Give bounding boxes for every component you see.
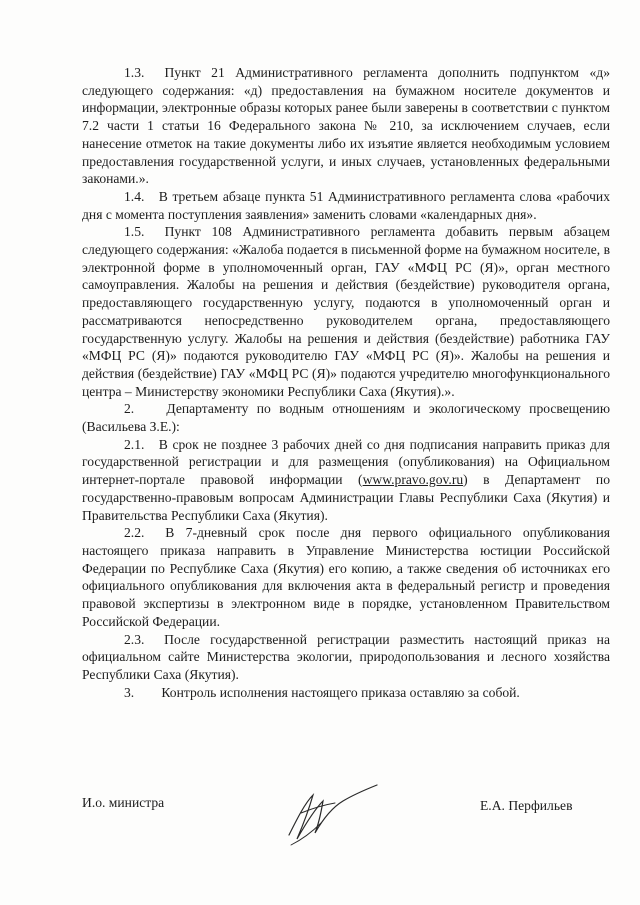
paragraph-text: ) в Департамент по государственно-правовым вопросам Администрации Главы Республики Саха (Якутия) и Правительства Республики Саха (Якутия). bbox=[82, 472, 611, 523]
paragraph-1-5 bbox=[82, 223, 610, 400]
paragraph-number: 1.3. bbox=[124, 65, 145, 80]
paragraph-number: 1.4. bbox=[124, 188, 145, 204]
paragraph-2-3 bbox=[82, 631, 610, 684]
paragraph-2-1 bbox=[82, 436, 610, 525]
paragraph-text: Департаменту по водным отношениям и экологическому просвещению (Васильева З.Е.): bbox=[82, 401, 610, 435]
pravo-gov-link[interactable]: www.pravo.gov.ru bbox=[362, 472, 464, 488]
paragraph-3 bbox=[82, 684, 610, 702]
signatory-name: Е.А. Перфильев bbox=[480, 798, 573, 813]
paragraph-text: Пункт 108 Административного регламента добавить первым абзацем следующего содержания: «Жалоба подается в письменной форме на бумажном носителе, в электронной форме в уполномоченный орган, ГАУ «МФЦ РС (Я)», орган местного самоуправления. Жалобы на решения и действия (бездействие) руководителя органа, предоставляющего государственную услугу, подаются в уполномоченный орган и рассматриваются непосредственно руководителем органа, предоставляющего государственную услугу. Жалобы на решения и действия (бездействие) работника ГАУ «МФЦ РС (Я)» подаются руководителю ГАУ «МФЦ РС (Я)». Жалобы на решения и действия (бездействие) ГАУ «МФЦ РС (Я)» подаются учредителю многофункционального центра – Министерству экономики Республики Саха (Якутия).». bbox=[82, 224, 610, 399]
paragraph-number: 1.5. bbox=[124, 224, 145, 240]
document-body bbox=[82, 64, 610, 701]
paragraph-1-3 bbox=[82, 64, 610, 188]
paragraph-number: 2.2. bbox=[124, 525, 145, 541]
paragraph-1-4 bbox=[82, 188, 610, 223]
paragraph-text: После государственной регистрации разместить настоящий приказ на официальном сайте Министерства экологии, природопользования и лесного хозяйства Республики Саха (Якутия). bbox=[82, 631, 610, 682]
paragraph-number: 3. bbox=[124, 684, 135, 700]
paragraph-text: Контроль исполнения настоящего приказа оставляю за собой. bbox=[161, 684, 520, 700]
paragraph-number: 2.3. bbox=[124, 631, 145, 647]
signatory-position: И.о. министра bbox=[82, 795, 165, 810]
paragraph-text: В третьем абзаце пункта 51 Административного регламента слова «рабочих дня с момента поступления заявления» заменить словами «календарных дня». bbox=[82, 188, 610, 222]
paragraph-text: Пункт 21 Административного регламента дополнить подпунктом «д» следующего содержания: «д) предоставления на бумажном носителе документов и информации, электронные образы которых ранее были заверены в соответствии с пунктом 7.2 части 1 статьи 16 Федерального закона № 210, за исключением случаев, если нанесение отметок на такие документы либо их изъятие является необходимым условием предоставления государственной услуги, и иных случаев, установленных федеральными законами.». bbox=[82, 65, 611, 187]
paragraph-text: В 7-дневный срок после дня первого официального опубликования настоящего приказа направить в Управление Министерства юстиции Российской Федерации по Республике Саха (Якутия) его копию, а также сведения об источниках его официального опубликования для включения акта в федеральный регистр и проведения правовой экспертизы в электронном виде в порядке, установленном Правительством Российской Федерации. bbox=[82, 525, 610, 629]
paragraph-text: В срок не позднее 3 рабочих дней со дня подписания направить приказ для государственной регистрации и для размещения (опубликования) на Официальном интернет-портале правовой информации ( bbox=[82, 436, 610, 488]
paragraph-number: 2. bbox=[124, 401, 135, 417]
paragraph-2-2 bbox=[82, 524, 610, 630]
paragraph-2 bbox=[82, 400, 610, 435]
paragraph-number: 2.1. bbox=[124, 436, 145, 452]
handwritten-signature bbox=[283, 779, 379, 851]
